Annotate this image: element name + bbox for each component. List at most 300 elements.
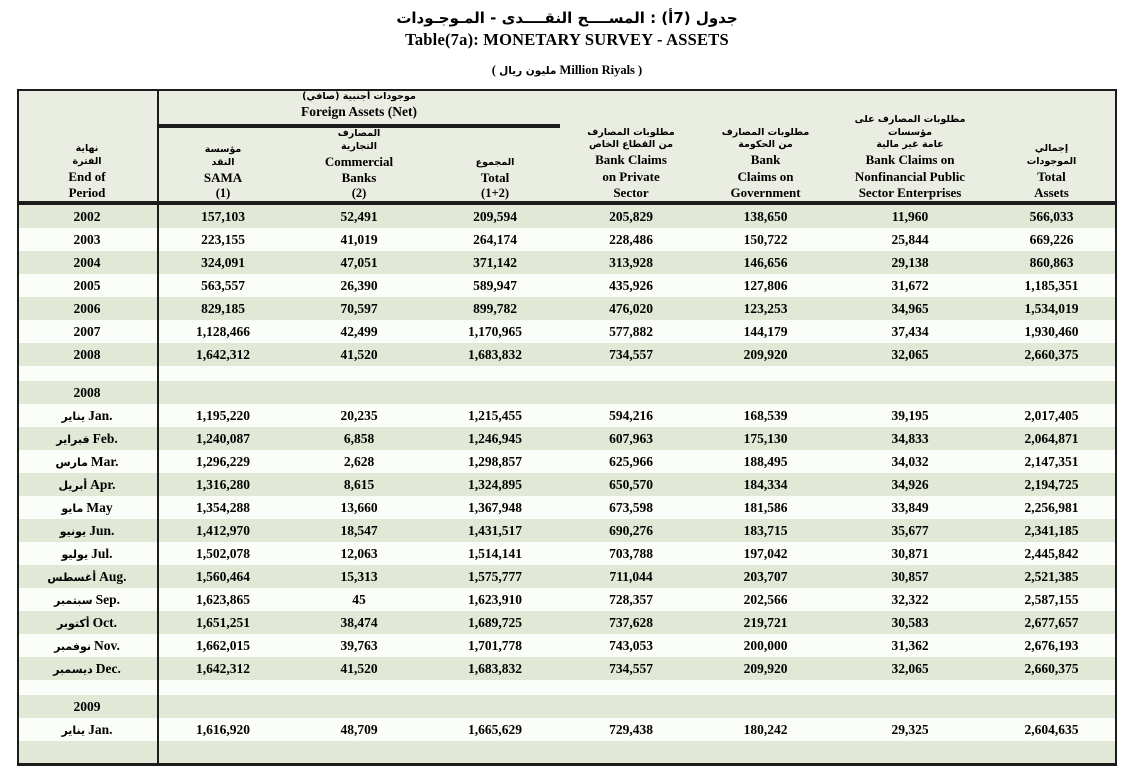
title-english: Table(7a): MONETARY SURVEY - ASSETS xyxy=(405,29,729,49)
value-cell: 123,253 xyxy=(699,297,832,320)
header-sama-ar-1: مؤسسة xyxy=(204,144,242,156)
table-row xyxy=(19,274,1115,297)
period-label-ar: مارس xyxy=(55,455,88,469)
value-cell: 324,091 xyxy=(155,251,291,274)
period-cell xyxy=(19,565,155,588)
value-cell xyxy=(563,741,699,763)
value-cell: 577,882 xyxy=(563,320,699,343)
period-label-en: 2009 xyxy=(73,698,101,714)
table-row xyxy=(19,427,1115,450)
value-cell xyxy=(155,381,291,404)
value-cell: 860,863 xyxy=(988,251,1115,274)
value-cell: 728,357 xyxy=(563,588,699,611)
units-arabic: مليون ريال xyxy=(499,65,557,78)
header-group-foreign-assets-en: Foreign Assets (Net) xyxy=(301,104,417,120)
table-row xyxy=(19,565,1115,588)
value-cell: 29,325 xyxy=(832,718,988,741)
header-claims-nfpse xyxy=(832,91,988,202)
header-commercial-banks xyxy=(291,128,427,202)
header-total-assets-ar-1: إجمالي xyxy=(1034,142,1069,154)
value-cell xyxy=(427,366,563,381)
value-cell xyxy=(699,366,832,381)
header-commercial-banks-en-2: Banks xyxy=(341,169,377,185)
period-cell xyxy=(19,519,155,542)
value-cell xyxy=(988,741,1115,763)
value-cell xyxy=(832,366,988,381)
header-claims-nfpse-en-2: Nonfinancial Public xyxy=(854,168,966,184)
value-cell: 734,557 xyxy=(563,657,699,680)
value-cell: 650,570 xyxy=(563,473,699,496)
value-cell xyxy=(832,680,988,695)
value-cell: 1,514,141 xyxy=(427,542,563,565)
value-cell xyxy=(988,381,1115,404)
value-cell: 594,216 xyxy=(563,404,699,427)
table-row xyxy=(19,496,1115,519)
value-cell: 2,064,871 xyxy=(988,427,1115,450)
table-spacer-row xyxy=(19,366,1115,381)
header-group-row xyxy=(19,91,1115,128)
table-spacer-row xyxy=(19,741,1115,763)
value-cell: 669,226 xyxy=(988,228,1115,251)
value-cell xyxy=(291,741,427,763)
table-row xyxy=(19,228,1115,251)
period-cell xyxy=(19,496,155,519)
value-cell xyxy=(291,680,427,695)
value-cell xyxy=(832,695,988,718)
period-cell xyxy=(19,634,155,657)
monetary-survey-assets-table xyxy=(17,89,1117,766)
table-grid xyxy=(19,91,1115,763)
value-cell: 2,660,375 xyxy=(988,343,1115,366)
title-arabic: جدول (7أ) : المســــح النقــــدى - المـوجـودات xyxy=(396,9,738,27)
period-label-en: Jun. xyxy=(89,522,115,538)
value-cell xyxy=(155,741,291,763)
value-cell xyxy=(988,366,1115,381)
value-cell: 1,534,019 xyxy=(988,297,1115,320)
units-english: Million Riyals xyxy=(559,63,635,78)
period-label-en: 2008 xyxy=(73,346,101,362)
value-cell: 45 xyxy=(291,588,427,611)
value-cell: 1,367,948 xyxy=(427,496,563,519)
period-label-ar: فبراير xyxy=(56,432,90,446)
value-cell: 1,651,251 xyxy=(155,611,291,634)
period-cell xyxy=(19,611,155,634)
value-cell: 1,240,087 xyxy=(155,427,291,450)
value-cell: 1,642,312 xyxy=(155,657,291,680)
value-cell xyxy=(427,695,563,718)
period-label-en: Aug. xyxy=(99,568,127,584)
period-cell xyxy=(19,251,155,274)
table-body xyxy=(19,204,1115,763)
value-cell: 2,587,155 xyxy=(988,588,1115,611)
value-cell: 150,722 xyxy=(699,228,832,251)
value-cell xyxy=(427,381,563,404)
table-row xyxy=(19,204,1115,228)
value-cell: 1,701,778 xyxy=(427,634,563,657)
value-cell: 157,103 xyxy=(155,204,291,228)
value-cell: 2,194,725 xyxy=(988,473,1115,496)
document-titles xyxy=(0,0,1134,78)
period-label-ar: ديسمبر xyxy=(53,662,93,676)
value-cell: 476,020 xyxy=(563,297,699,320)
table-row xyxy=(19,473,1115,496)
value-cell: 197,042 xyxy=(699,542,832,565)
value-cell: 313,928 xyxy=(563,251,699,274)
table-row xyxy=(19,450,1115,473)
period-label-en: Sep. xyxy=(95,591,120,607)
value-cell: 18,547 xyxy=(291,519,427,542)
value-cell: 2,147,351 xyxy=(988,450,1115,473)
value-cell: 743,053 xyxy=(563,634,699,657)
value-cell xyxy=(427,680,563,695)
table-row xyxy=(19,297,1115,320)
value-cell: 34,032 xyxy=(832,450,988,473)
header-total-assets xyxy=(988,91,1115,202)
header-claims-government-en-3: Government xyxy=(730,184,801,200)
header-claims-government-ar-1: مطلوبات المصارف xyxy=(721,126,810,138)
header-claims-government xyxy=(699,91,832,202)
header-period-en-2: Period xyxy=(68,184,106,200)
value-cell: 11,960 xyxy=(832,204,988,228)
header-claims-government-en-2: Claims on xyxy=(737,168,794,184)
header-commercial-banks-en-1: Commercial xyxy=(324,153,394,169)
table-row xyxy=(19,519,1115,542)
value-cell: 48,709 xyxy=(291,718,427,741)
header-total-foreign-note: (1+2) xyxy=(481,186,509,201)
period-label-ar: يناير xyxy=(61,723,86,737)
value-cell: 41,520 xyxy=(291,343,427,366)
period-label-en: 2007 xyxy=(73,323,101,339)
value-cell: 34,965 xyxy=(832,297,988,320)
value-cell xyxy=(563,695,699,718)
value-cell xyxy=(832,741,988,763)
period-label-ar: يوليو xyxy=(61,547,89,561)
period-label-ar: مايو xyxy=(61,501,84,515)
value-cell: 203,707 xyxy=(699,565,832,588)
header-sama xyxy=(155,128,291,202)
header-group-foreign-assets xyxy=(155,91,563,128)
period-label-en: 2004 xyxy=(73,254,101,270)
table-year-row xyxy=(19,695,1115,718)
period-label-en: Mar. xyxy=(90,453,119,469)
value-cell: 1,623,910 xyxy=(427,588,563,611)
value-cell: 183,715 xyxy=(699,519,832,542)
period-cell xyxy=(19,204,155,228)
value-cell xyxy=(988,695,1115,718)
value-cell xyxy=(563,680,699,695)
header-claims-nfpse-en-1: Bank Claims on xyxy=(865,152,955,168)
value-cell: 729,438 xyxy=(563,718,699,741)
value-cell: 1,689,725 xyxy=(427,611,563,634)
value-cell xyxy=(155,680,291,695)
value-cell: 1,616,920 xyxy=(155,718,291,741)
header-claims-private-ar-1: مطلوبات المصارف xyxy=(587,126,675,138)
period-label-ar: أغسطس xyxy=(47,570,97,584)
value-cell: 2,445,842 xyxy=(988,542,1115,565)
value-cell: 563,557 xyxy=(155,274,291,297)
value-cell xyxy=(563,366,699,381)
period-cell xyxy=(19,680,155,695)
value-cell: 30,871 xyxy=(832,542,988,565)
value-cell xyxy=(291,366,427,381)
value-cell: 41,019 xyxy=(291,228,427,251)
header-total-assets-ar-2: الموجودات xyxy=(1026,155,1077,167)
header-period-en-1: End of xyxy=(68,168,106,184)
header-claims-private-en-3: Sector xyxy=(613,184,649,200)
period-label-ar: يناير xyxy=(61,409,86,423)
header-claims-private-ar-2: من القطاع الخاص xyxy=(588,139,674,151)
period-cell xyxy=(19,366,155,381)
value-cell: 42,499 xyxy=(291,320,427,343)
value-cell xyxy=(563,381,699,404)
value-cell: 12,063 xyxy=(291,542,427,565)
table-spacer-row xyxy=(19,680,1115,695)
value-cell: 175,130 xyxy=(699,427,832,450)
value-cell: 31,672 xyxy=(832,274,988,297)
value-cell: 37,434 xyxy=(832,320,988,343)
table-row xyxy=(19,320,1115,343)
value-cell xyxy=(427,741,563,763)
value-cell: 144,179 xyxy=(699,320,832,343)
units-open-paren: ( xyxy=(491,63,496,78)
value-cell: 264,174 xyxy=(427,228,563,251)
value-cell: 2,604,635 xyxy=(988,718,1115,741)
period-label-en: Jan. xyxy=(88,721,113,737)
value-cell: 70,597 xyxy=(291,297,427,320)
value-cell: 20,235 xyxy=(291,404,427,427)
value-cell: 435,926 xyxy=(563,274,699,297)
period-label-en: Jan. xyxy=(88,407,113,423)
value-cell: 34,926 xyxy=(832,473,988,496)
value-cell: 209,594 xyxy=(427,204,563,228)
header-commercial-banks-ar-2: التجارية xyxy=(341,140,377,152)
value-cell: 146,656 xyxy=(699,251,832,274)
value-cell: 829,185 xyxy=(155,297,291,320)
header-period-ar-1: نهاية xyxy=(75,142,99,154)
header-commercial-banks-note: (2) xyxy=(351,186,367,201)
table-row xyxy=(19,404,1115,427)
value-cell: 673,598 xyxy=(563,496,699,519)
value-cell: 25,844 xyxy=(832,228,988,251)
header-sama-ar-2: النقد xyxy=(211,157,235,169)
period-cell xyxy=(19,274,155,297)
period-cell xyxy=(19,297,155,320)
header-total-foreign xyxy=(427,128,563,202)
value-cell: 52,491 xyxy=(291,204,427,228)
value-cell: 371,142 xyxy=(427,251,563,274)
period-cell xyxy=(19,718,155,741)
period-cell xyxy=(19,427,155,450)
value-cell: 184,334 xyxy=(699,473,832,496)
header-total-assets-en-2: Assets xyxy=(1034,184,1069,200)
value-cell: 1,575,777 xyxy=(427,565,563,588)
period-cell xyxy=(19,450,155,473)
value-cell: 1,246,945 xyxy=(427,427,563,450)
value-cell xyxy=(155,366,291,381)
value-cell: 1,128,466 xyxy=(155,320,291,343)
value-cell: 703,788 xyxy=(563,542,699,565)
value-cell xyxy=(291,381,427,404)
value-cell: 1,195,220 xyxy=(155,404,291,427)
units-close-paren: ) xyxy=(638,63,643,78)
value-cell: 734,557 xyxy=(563,343,699,366)
value-cell: 223,155 xyxy=(155,228,291,251)
header-total-assets-en-1: Total xyxy=(1037,168,1066,184)
period-label-en: Nov. xyxy=(94,637,120,653)
period-cell xyxy=(19,320,155,343)
units-note xyxy=(0,63,1134,78)
value-cell: 737,628 xyxy=(563,611,699,634)
value-cell: 1,215,455 xyxy=(427,404,563,427)
value-cell: 32,322 xyxy=(832,588,988,611)
value-cell: 1,683,832 xyxy=(427,657,563,680)
value-cell: 2,660,375 xyxy=(988,657,1115,680)
value-cell: 200,000 xyxy=(699,634,832,657)
period-cell xyxy=(19,657,155,680)
header-sama-en-2: SAMA xyxy=(203,169,243,185)
table-row xyxy=(19,657,1115,680)
value-cell: 589,947 xyxy=(427,274,563,297)
value-cell: 181,586 xyxy=(699,496,832,519)
value-cell: 39,195 xyxy=(832,404,988,427)
value-cell: 2,676,193 xyxy=(988,634,1115,657)
value-cell: 1,316,280 xyxy=(155,473,291,496)
period-label-en: 2002 xyxy=(73,208,101,224)
period-label-en: Apr. xyxy=(90,476,116,492)
header-sama-note: (1) xyxy=(215,186,231,201)
table-row xyxy=(19,251,1115,274)
header-claims-nfpse-ar-0: مطلوبات المصارف على xyxy=(854,113,966,125)
value-cell: 607,963 xyxy=(563,427,699,450)
value-cell: 899,782 xyxy=(427,297,563,320)
value-cell: 180,242 xyxy=(699,718,832,741)
value-cell: 47,051 xyxy=(291,251,427,274)
table-row xyxy=(19,634,1115,657)
value-cell: 26,390 xyxy=(291,274,427,297)
value-cell: 2,521,385 xyxy=(988,565,1115,588)
header-claims-government-en-1: Bank xyxy=(750,152,781,168)
period-label-en: 2005 xyxy=(73,277,101,293)
header-total-foreign-ar-2: المجموع xyxy=(475,157,515,169)
value-cell: 1,431,517 xyxy=(427,519,563,542)
value-cell xyxy=(988,680,1115,695)
value-cell: 1,170,965 xyxy=(427,320,563,343)
value-cell: 1,683,832 xyxy=(427,343,563,366)
period-label-ar: سبتمبر xyxy=(54,593,93,607)
value-cell: 1,560,464 xyxy=(155,565,291,588)
value-cell xyxy=(832,381,988,404)
value-cell: 41,520 xyxy=(291,657,427,680)
value-cell: 33,849 xyxy=(832,496,988,519)
header-claims-private xyxy=(563,91,699,202)
table-row xyxy=(19,542,1115,565)
table-row xyxy=(19,588,1115,611)
value-cell: 1,642,312 xyxy=(155,343,291,366)
value-cell: 1,324,895 xyxy=(427,473,563,496)
value-cell xyxy=(699,741,832,763)
header-period xyxy=(19,91,155,202)
value-cell: 6,858 xyxy=(291,427,427,450)
table-row xyxy=(19,611,1115,634)
value-cell xyxy=(699,695,832,718)
header-total-foreign-en-2: Total xyxy=(480,169,510,185)
period-label-ar: أكتوبر xyxy=(57,616,90,630)
value-cell: 1,412,970 xyxy=(155,519,291,542)
header-claims-nfpse-en-3: Sector Enterprises xyxy=(858,184,962,200)
value-cell: 2,677,657 xyxy=(988,611,1115,634)
value-cell: 138,650 xyxy=(699,204,832,228)
value-cell xyxy=(699,680,832,695)
table-row xyxy=(19,718,1115,741)
value-cell: 2,628 xyxy=(291,450,427,473)
table-header xyxy=(19,91,1115,204)
period-cell xyxy=(19,404,155,427)
value-cell: 35,677 xyxy=(832,519,988,542)
value-cell: 2,256,981 xyxy=(988,496,1115,519)
header-group-foreign-assets-ar: موجودات أجنبية (صافي) xyxy=(302,91,416,103)
value-cell: 127,806 xyxy=(699,274,832,297)
value-cell: 30,583 xyxy=(832,611,988,634)
value-cell: 188,495 xyxy=(699,450,832,473)
period-label-en: Jul. xyxy=(91,545,113,561)
value-cell: 219,721 xyxy=(699,611,832,634)
value-cell: 39,763 xyxy=(291,634,427,657)
table-row xyxy=(19,343,1115,366)
period-cell xyxy=(19,381,155,404)
period-cell xyxy=(19,228,155,251)
period-label-en: 2006 xyxy=(73,300,101,316)
value-cell: 209,920 xyxy=(699,343,832,366)
value-cell: 711,044 xyxy=(563,565,699,588)
period-label-ar: أبريل xyxy=(58,478,88,492)
value-cell: 38,474 xyxy=(291,611,427,634)
value-cell: 625,966 xyxy=(563,450,699,473)
value-cell: 29,138 xyxy=(832,251,988,274)
period-label-en: Dec. xyxy=(95,660,121,676)
value-cell: 1,665,629 xyxy=(427,718,563,741)
value-cell: 8,615 xyxy=(291,473,427,496)
value-cell: 1,298,857 xyxy=(427,450,563,473)
header-claims-private-en-1: Bank Claims xyxy=(595,152,667,168)
period-label-en: May xyxy=(86,499,113,515)
period-cell xyxy=(19,588,155,611)
value-cell: 1,662,015 xyxy=(155,634,291,657)
value-cell: 31,362 xyxy=(832,634,988,657)
period-cell xyxy=(19,343,155,366)
period-cell xyxy=(19,695,155,718)
value-cell: 168,539 xyxy=(699,404,832,427)
header-claims-nfpse-ar-1: مؤسسات xyxy=(888,126,932,138)
value-cell: 34,833 xyxy=(832,427,988,450)
value-cell: 209,920 xyxy=(699,657,832,680)
value-cell: 32,065 xyxy=(832,343,988,366)
value-cell: 228,486 xyxy=(563,228,699,251)
value-cell: 15,313 xyxy=(291,565,427,588)
period-cell xyxy=(19,542,155,565)
value-cell: 1,185,351 xyxy=(988,274,1115,297)
period-label-ar: يونيو xyxy=(59,524,87,538)
header-commercial-banks-ar-1: المصارف xyxy=(337,127,381,139)
value-cell: 2,341,185 xyxy=(988,519,1115,542)
value-cell: 690,276 xyxy=(563,519,699,542)
period-label-en: Feb. xyxy=(92,430,118,446)
table-year-row xyxy=(19,381,1115,404)
period-label-ar: نوفمبر xyxy=(54,639,92,653)
value-cell: 1,296,229 xyxy=(155,450,291,473)
period-label-en: 2003 xyxy=(73,231,101,247)
header-claims-nfpse-ar-2: عامة غير مالية xyxy=(876,139,944,151)
value-cell: 32,065 xyxy=(832,657,988,680)
